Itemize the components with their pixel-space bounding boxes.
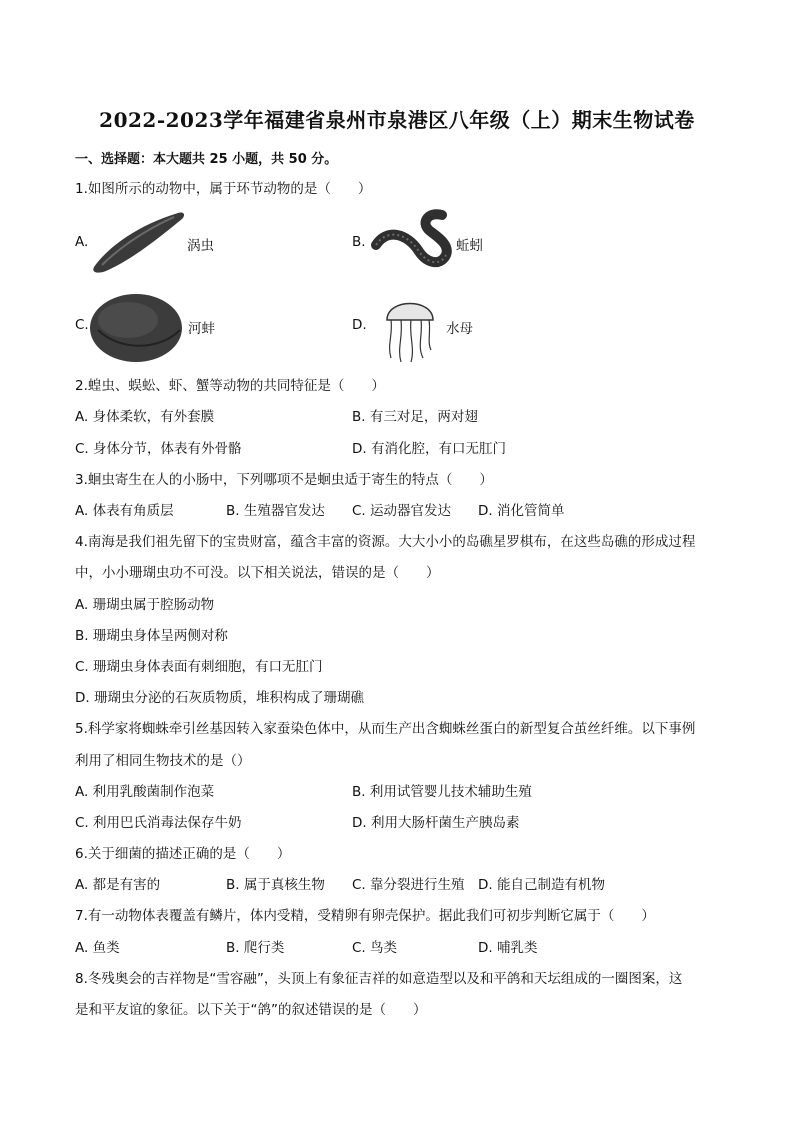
q1-option-a-letter: A. bbox=[75, 234, 89, 250]
q2-option-c: C. 身体分节，体表有外骨骼 bbox=[75, 441, 242, 457]
section-heading: 一、选择题：本大题共 25 小题，共 50 分。 bbox=[75, 152, 338, 167]
q6-option-a: A. 都是有害的 bbox=[75, 877, 161, 893]
q6-option-d: D. 能自己制造有机物 bbox=[478, 877, 605, 893]
q7-option-c: C. 鸟类 bbox=[352, 940, 398, 956]
q7-option-d: D. 哺乳类 bbox=[478, 940, 538, 956]
question-7-stem: 7.有一动物体表覆盖有鳞片，体内受精，受精卵有卵壳保护。据此我们可初步判断它属于（ ） bbox=[75, 908, 655, 924]
question-4-stem-line-1: 4.南海是我们祖先留下的宝贵财富，蕴含丰富的资源。大大小小的岛礁星罗棋布，在这些岛礁的形成过程 bbox=[75, 534, 696, 550]
q1-option-b-label: 蚯蚓 bbox=[456, 238, 483, 254]
exam-title: 2022-2023学年福建省泉州市泉港区八年级（上）期末生物试卷 bbox=[99, 108, 695, 132]
q3-option-d: D. 消化管简单 bbox=[478, 503, 565, 519]
q4-option-d: D. 珊瑚虫分泌的石灰质物质，堆积构成了珊瑚礁 bbox=[75, 690, 364, 706]
question-5-stem-line-2: 利用了相同生物技术的是（） bbox=[75, 753, 251, 769]
q2-option-a: A. 身体柔软，有外套膜 bbox=[75, 409, 215, 425]
question-6-stem: 6.关于细菌的描述正确的是（ ） bbox=[75, 846, 291, 862]
q5-option-d: D. 利用大肠杆菌生产胰岛素 bbox=[352, 815, 520, 831]
q5-option-c: C. 利用巴氏消毒法保存牛奶 bbox=[75, 815, 242, 831]
earthworm-image bbox=[368, 205, 458, 275]
flatworm-image bbox=[88, 207, 188, 277]
q1-option-d-label: 水母 bbox=[446, 321, 473, 337]
q4-option-a: A. 珊瑚虫属于腔肠动物 bbox=[75, 597, 215, 613]
q5-option-b: B. 利用试管婴儿技术辅助生殖 bbox=[352, 784, 532, 800]
q6-option-c: C. 靠分裂进行生殖 bbox=[352, 877, 465, 893]
q3-option-c: C. 运动器官发达 bbox=[352, 503, 452, 519]
q2-option-d: D. 有消化腔，有口无肛门 bbox=[352, 441, 506, 457]
question-8-stem-line-1: 8.冬残奥会的吉祥物是“雪容融”，头顶上有象征吉祥的如意造型以及和平鸽和天坛组成的一圈图案，这 bbox=[75, 971, 683, 987]
q1-option-c-label: 河蚌 bbox=[188, 321, 215, 337]
q2-option-b: B. 有三对足，两对翅 bbox=[352, 409, 478, 425]
q1-option-d-letter: D. bbox=[352, 317, 367, 333]
question-1-stem: 1.如图所示的动物中，属于环节动物的是（ ） bbox=[75, 181, 372, 197]
q7-option-a: A. 鱼类 bbox=[75, 940, 120, 956]
q6-option-b: B. 属于真核生物 bbox=[226, 877, 325, 893]
q4-option-b: B. 珊瑚虫身体呈两侧对称 bbox=[75, 628, 228, 644]
question-2-stem: 2.蝗虫、蜈蚣、虾、蟹等动物的共同特征是（ ） bbox=[75, 378, 385, 394]
q4-option-c: C. 珊瑚虫身体表面有刺细胞，有口无肛门 bbox=[75, 659, 323, 675]
q1-option-b-letter: B. bbox=[352, 234, 366, 250]
question-8-stem-line-2: 是和平友谊的象征。以下关于“鸽”的叙述错误的是（ ） bbox=[75, 1002, 427, 1018]
question-4-stem-line-2: 中，小小珊瑚虫功不可没。以下相关说法，错误的是（ ） bbox=[75, 565, 440, 581]
q3-option-b: B. 生殖器官发达 bbox=[226, 503, 325, 519]
q7-option-b: B. 爬行类 bbox=[226, 940, 285, 956]
jellyfish-image bbox=[375, 290, 445, 365]
question-3-stem: 3.蛔虫寄生在人的小肠中，下列哪项不是蛔虫适于寄生的特点（ ） bbox=[75, 472, 493, 488]
q1-option-c-letter: C. bbox=[75, 317, 89, 333]
question-5-stem-line-1: 5.科学家将蜘蛛牵引丝基因转入家蚕染色体中，从而生产出含蜘蛛丝蛋白的新型复合茧丝纤维。以下事例 bbox=[75, 721, 696, 737]
mussel-image bbox=[88, 290, 188, 365]
q5-option-a: A. 利用乳酸菌制作泡菜 bbox=[75, 784, 215, 800]
q3-option-a: A. 体表有角质层 bbox=[75, 503, 174, 519]
q1-option-a-label: 涡虫 bbox=[187, 238, 214, 254]
